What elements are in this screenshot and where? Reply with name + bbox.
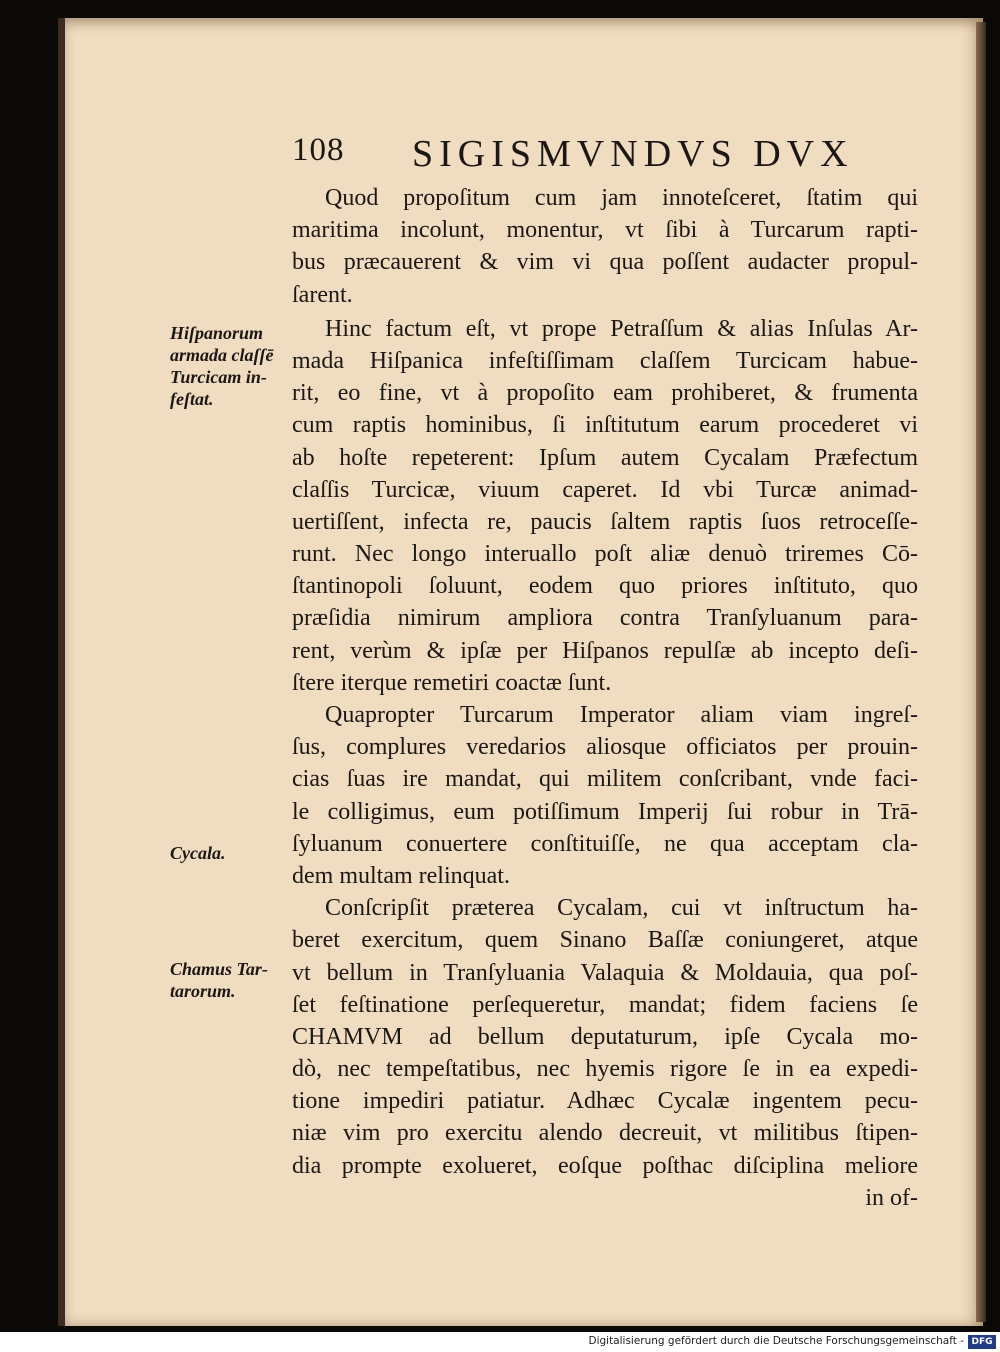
text-line: tione impediri patiatur. Adhæc Cycalæ ingentem pecu- [292, 1088, 918, 1115]
text-line: runt. Nec longo interuallo poſt aliæ denuò triremes Cō- [292, 541, 918, 568]
marginal-note-line: Cycala. [170, 843, 226, 863]
text-line: ſyluanum conuertere conſtituiſſe, ne qua acceptam cla- [292, 830, 918, 857]
text-line: Conſcripſit præterea Cycalam, cui vt inſtructum ha- [325, 895, 918, 922]
text-line: ab hoſte repeterent: Ipſum autem Cycalam Præfectum [292, 444, 918, 471]
text-line: dò, nec tempeſtatibus, nec hyemis rigore ſe in ea expedi- [292, 1056, 918, 1083]
catchword: in of- [865, 1184, 918, 1211]
marginal-note-line: feſtat. [170, 389, 214, 409]
text-line: ſtere iterque remetiri coactæ ſunt. [292, 669, 612, 696]
dfg-logo: DFG [968, 1335, 996, 1349]
text-line: uertiſſent, infecta re, paucis ſaltem raptis ſuos retroceſſe- [292, 508, 918, 535]
digitization-footer [0, 1332, 1000, 1352]
marginal-note-line: armada claſſē [170, 345, 274, 365]
text-line: Quod propoſitum cum jam innoteſceret, ſtatim qui [325, 185, 918, 211]
text-line: beret exercitum, quem Sinano Baſſæ coniungeret, atque [292, 927, 918, 954]
marginal-note-line: tarorum. [170, 981, 236, 1001]
text-line: dia prompte exolueret, eoſque poſthac diſciplina meliore [292, 1152, 918, 1179]
body-text [292, 182, 918, 1214]
page-number: 108 [292, 132, 345, 168]
text-line: cias ſuas ire mandat, qui militem conſcribant, vnde faci- [292, 766, 918, 793]
text-line: claſſis Turcicæ, viuum caperet. Id vbi Turcæ animad- [292, 476, 918, 503]
text-line: ſus, complures veredarios aliosque officiatos per prouin- [292, 734, 918, 761]
text-line: cum raptis hominibus, ſi inſtitutum earum procederet vi [292, 412, 918, 439]
text-line: CHAMVM ad bellum deputaturum, ipſe Cycala mo- [292, 1023, 918, 1050]
text-line: ſtantinopoli ſoluunt, eodem quo priores inſtituto, quo [292, 573, 918, 600]
text-line: præſidia nimirum ampliora contra Tranſyluanum para- [292, 605, 918, 632]
text-line: niæ vim pro exercitu alendo decreuit, vt militibus ſtipen- [292, 1120, 918, 1147]
marginal-note-chamus [170, 958, 268, 1002]
marginal-note-cycala [170, 842, 226, 864]
text-line: rent, verùm & ipſæ per Hiſpanos repulſæ ab incepto deſi- [292, 637, 918, 664]
text-line: maritima incolunt, monentur, vt ſibi à Turcarum rapti- [292, 217, 918, 244]
marginal-note-line: Chamus Tar- [170, 959, 268, 979]
text-line: ſet feſtinatione perſequeretur, mandat; fidem faciens ſe [292, 991, 918, 1018]
text-line: dem multam relinquat. [292, 862, 510, 889]
footer-credit: Digitalisierung gefördert durch die Deutsche Forschungsgemeinschaft - [588, 1335, 964, 1347]
text-line: mada Hiſpanica infeſtiſſimam claſſem Turcicam habue- [292, 347, 918, 374]
running-head: SIGISMVNDVS DVX [412, 133, 854, 175]
text-line: Hinc factum eſt, vt prope Petraſſum & alias Inſulas Ar- [325, 315, 918, 342]
marginal-note-line: Turcicam in- [170, 367, 267, 387]
text-line: vt bellum in Tranſyluania Valaquia & Moldauia, qua poſ- [292, 959, 918, 986]
text-line: Quapropter Turcarum Imperator aliam viam ingreſ- [325, 702, 918, 728]
book-spine-edge [976, 22, 986, 1322]
marginal-note-line: Hiſpanorum [170, 323, 264, 343]
text-line: bus præcauerent & vim vi qua poſſent audacter propul- [292, 249, 918, 276]
text-line: rit, eo fine, vt à propoſito eam prohiberet, & frumenta [292, 380, 918, 407]
text-line: le colligimus, eum potiſſimum Imperij ſui robur in Trā- [292, 798, 918, 825]
text-line: ſarent. [292, 281, 353, 308]
marginal-note-hispanorum [170, 322, 273, 410]
